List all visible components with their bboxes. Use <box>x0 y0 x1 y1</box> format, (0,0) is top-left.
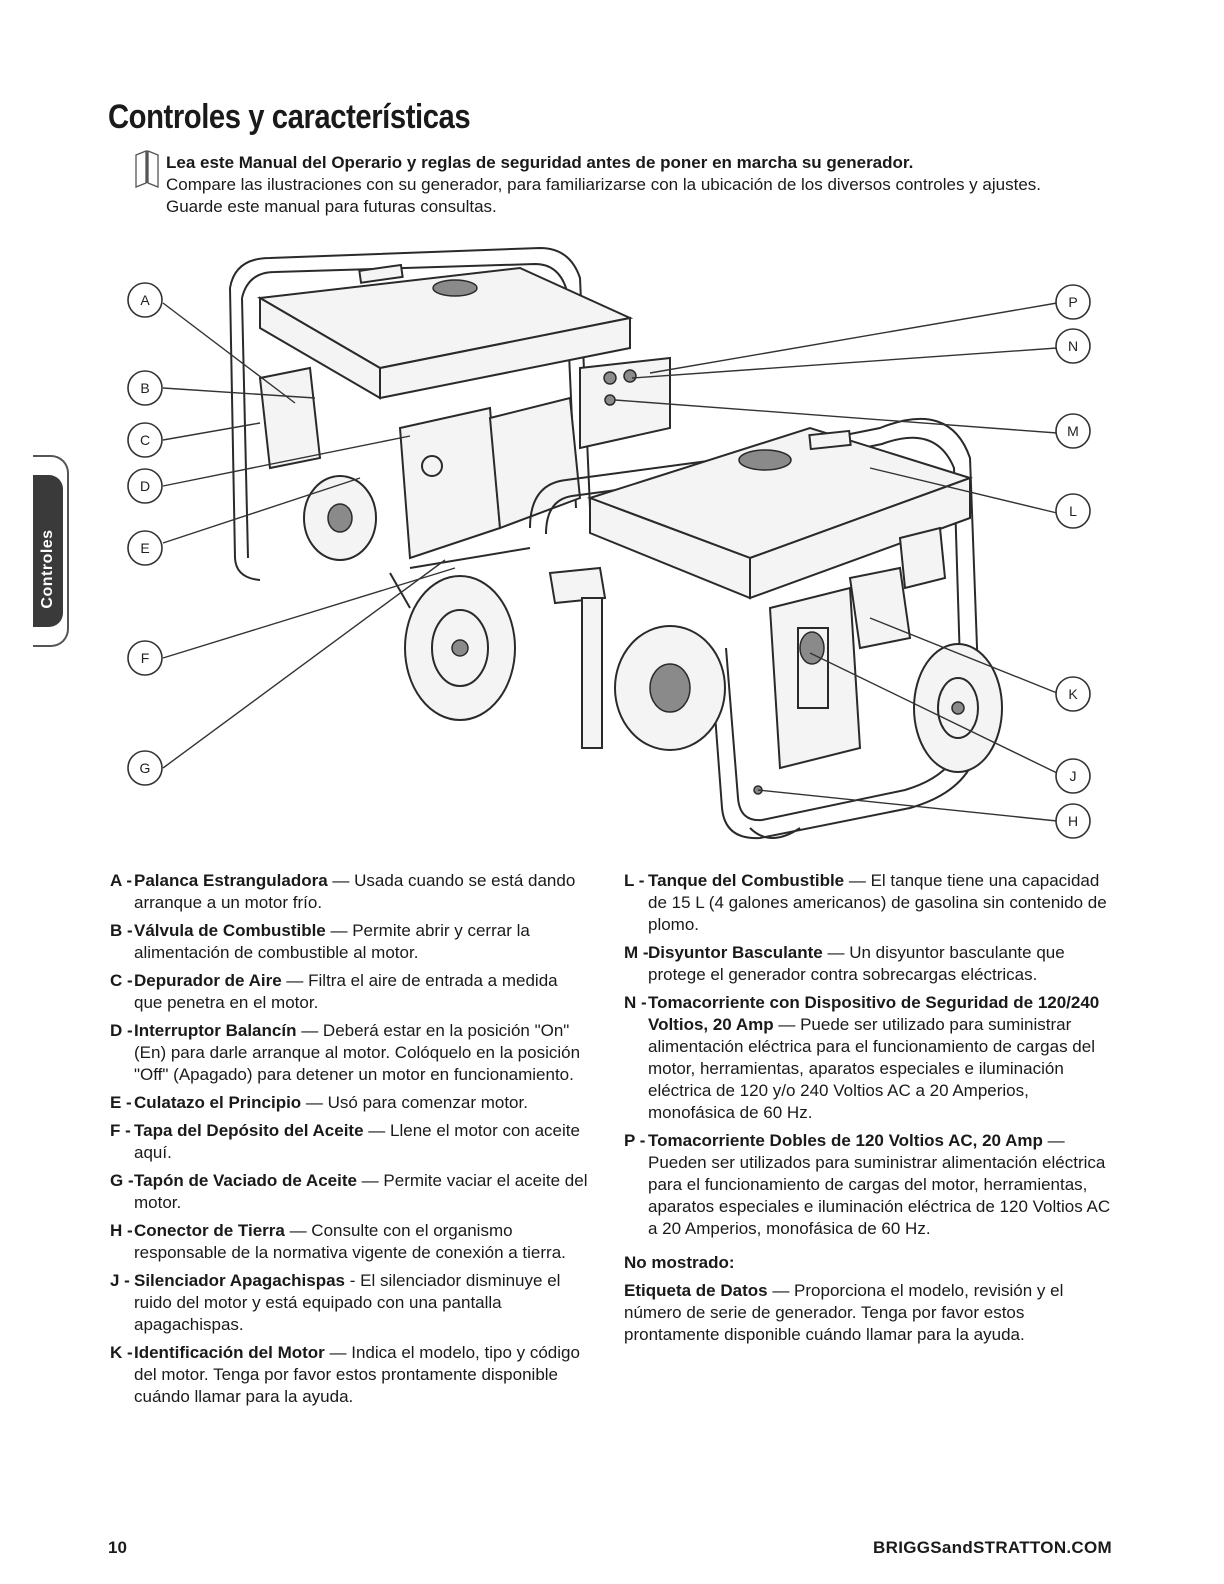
callout-letter: D <box>139 478 151 494</box>
callout-letter: A <box>140 292 150 308</box>
item-letter: J - <box>110 1271 130 1290</box>
item-description: — Deberá estar en la posición "On" (En) para darle arranque al motor. Colóquelo en la posición "Off" (Apagado) para detener un motor en funcionamiento. <box>134 1021 581 1084</box>
callout-letter: L <box>1069 503 1077 519</box>
footer-website: BRIGGSandSTRATTON.COM <box>873 1538 1112 1557</box>
list-item <box>110 920 590 964</box>
callout-E <box>128 531 162 565</box>
generator-illustration <box>110 228 1110 868</box>
item-description: — Pueden ser utilizados para suministrar alimentación eléctrica para el funcionamiento de cargas del motor, herramientas, aparatos especiales e iluminación eléctrica de 120 Voltios AC a 20 Amperios, monofásica de 60 Hz. <box>648 1131 1111 1238</box>
list-item <box>110 970 590 1014</box>
callout-D <box>128 469 162 503</box>
callout-M <box>1056 414 1090 448</box>
item-description: — Permite abrir y cerrar la alimentación de combustible al motor. <box>134 921 530 962</box>
callout-letter: N <box>1067 338 1079 354</box>
item-title: Etiqueta de Datos <box>624 1281 768 1300</box>
item-letter: A - <box>110 871 133 890</box>
item-title: Tapa del Depósito del Aceite <box>134 1121 364 1140</box>
item-letter: N - <box>624 993 647 1012</box>
side-tab-label: Controles <box>39 529 56 609</box>
item-description: — Consulte con el organismo responsable de la normativa vigente de conexión a tierra. <box>134 1221 566 1262</box>
side-tab-fill <box>33 475 63 627</box>
item-title: Tapón de Vaciado de Aceite <box>134 1171 357 1190</box>
callout-letter: B <box>140 380 150 396</box>
list-item <box>110 870 590 914</box>
list-item <box>110 1092 590 1114</box>
item-description: — Puede ser utilizado para suministrar alimentación eléctrica para el funcionamiento de cargas del motor, herramientas, aparatos especiales e iluminación eléctrica de 120 y/o 240 Voltios AC a 20 Amperios, monofásica de 60 Hz. <box>648 1015 1095 1122</box>
item-letter: G - <box>110 1171 134 1190</box>
callout-A <box>128 283 162 317</box>
callout-letter: F <box>140 650 150 666</box>
callout-P <box>1056 285 1090 319</box>
item-description: — Llene el motor con aceite aquí. <box>134 1121 580 1162</box>
intro-warning: Lea este Manual del Operario y reglas de seguridad antes de poner en marcha su generador. <box>166 153 914 172</box>
item-title: Disyuntor Basculante <box>648 943 823 962</box>
manual-book-icon <box>134 145 160 189</box>
item-description: — Usó para comenzar motor. <box>301 1093 528 1112</box>
callout-letter: G <box>139 760 151 776</box>
item-description: — Un disyuntor basculante que protege el generador contra sobrecargas eléctricas. <box>648 943 1065 984</box>
not-shown-item <box>624 1280 1114 1346</box>
callout-B <box>128 371 162 405</box>
item-description: — Indica el modelo, tipo y código del motor. Tenga por favor estos prontamente disponible cuándo llamar para la ayuda. <box>134 1343 580 1406</box>
callout-N <box>1056 329 1090 363</box>
list-item <box>110 1270 590 1336</box>
list-item <box>624 942 1114 986</box>
item-description: — Usada cuando se está dando arranque a un motor frío. <box>134 871 576 912</box>
callout-K <box>1056 677 1090 711</box>
item-description: - El silenciador disminuye el ruido del motor y está equipado con una pantalla apagachispas. <box>134 1271 561 1334</box>
item-title: Depurador de Aire <box>134 971 282 990</box>
item-letter: M - <box>624 943 649 962</box>
callout-G <box>128 751 162 785</box>
callout-H <box>1056 804 1090 838</box>
not-shown-heading: No mostrado: <box>624 1253 735 1272</box>
intro-text <box>166 152 1126 218</box>
item-letter: C - <box>110 971 133 990</box>
list-item <box>110 1020 590 1086</box>
callout-letter: P <box>1068 294 1078 310</box>
item-title: Interruptor Balancín <box>134 1021 297 1040</box>
item-description: — El tanque tiene una capacidad de 15 L (4 galones americanos) de gasolina sin contenido de plomo. <box>648 871 1107 934</box>
item-letter: H - <box>110 1221 133 1240</box>
list-item <box>110 1120 590 1164</box>
item-letter: E - <box>110 1093 132 1112</box>
callout-letter: H <box>1067 813 1079 829</box>
callout-letter: E <box>140 540 150 556</box>
callout-J <box>1056 759 1090 793</box>
item-description: — Proporciona el modelo, revisión y el número de serie de generador. Tenga por favor estos prontamente disponible cuándo llamar para la ayuda. <box>624 1281 1064 1344</box>
rear-generator-drawing <box>230 248 670 720</box>
front-generator-drawing <box>530 419 1002 838</box>
list-item <box>110 1220 590 1264</box>
list-item <box>110 1342 590 1408</box>
item-title: Culatazo el Principio <box>134 1093 302 1112</box>
item-letter: D - <box>110 1021 133 1040</box>
list-item <box>624 992 1114 1124</box>
item-letter: K - <box>110 1343 133 1362</box>
list-item <box>110 1170 590 1214</box>
callout-L <box>1056 494 1090 528</box>
item-description: — Filtra el aire de entrada a medida que penetra en el motor. <box>134 971 558 1012</box>
callout-letter: C <box>139 432 151 448</box>
callout-letter: M <box>1067 423 1079 439</box>
controls-list-left <box>110 870 590 1414</box>
page-number: 10 <box>108 1538 127 1557</box>
list-item <box>624 1130 1114 1240</box>
item-title: Palanca Estranguladora <box>134 871 328 890</box>
item-letter: L - <box>624 871 645 890</box>
callout-letter: K <box>1068 686 1078 702</box>
item-letter: F - <box>110 1121 131 1140</box>
generator-diagram <box>110 228 1110 868</box>
item-title: Tomacorriente Dobles de 120 Voltios AC, 20 Amp <box>648 1131 1043 1150</box>
controls-list-right <box>624 870 1114 1346</box>
item-title: Tanque del Combustible <box>648 871 845 890</box>
callout-letter: J <box>1069 768 1077 784</box>
item-letter: P - <box>624 1131 646 1150</box>
callout-F <box>128 641 162 675</box>
item-title: Conector de Tierra <box>134 1221 285 1240</box>
item-title: Válvula de Combustible <box>134 921 326 940</box>
item-letter: B - <box>110 921 133 940</box>
list-item <box>624 870 1114 936</box>
intro-line-1: Compare las ilustraciones con su generador, para familiarizarse con la ubicación de los diversos controles y ajustes. <box>166 175 1041 194</box>
page-title: Controles y características <box>108 98 471 136</box>
item-title: Silenciador Apagachispas <box>134 1271 345 1290</box>
item-description: — Permite vaciar el aceite del motor. <box>134 1171 588 1212</box>
item-title: Identificación del Motor <box>134 1343 325 1362</box>
section-side-tab <box>33 455 69 647</box>
callout-C <box>128 423 162 457</box>
item-title: Tomacorriente con Dispositivo de Seguridad de 120/240 Voltios, 20 Amp <box>648 993 1100 1034</box>
intro-line-2: Guarde este manual para futuras consultas. <box>166 197 497 216</box>
